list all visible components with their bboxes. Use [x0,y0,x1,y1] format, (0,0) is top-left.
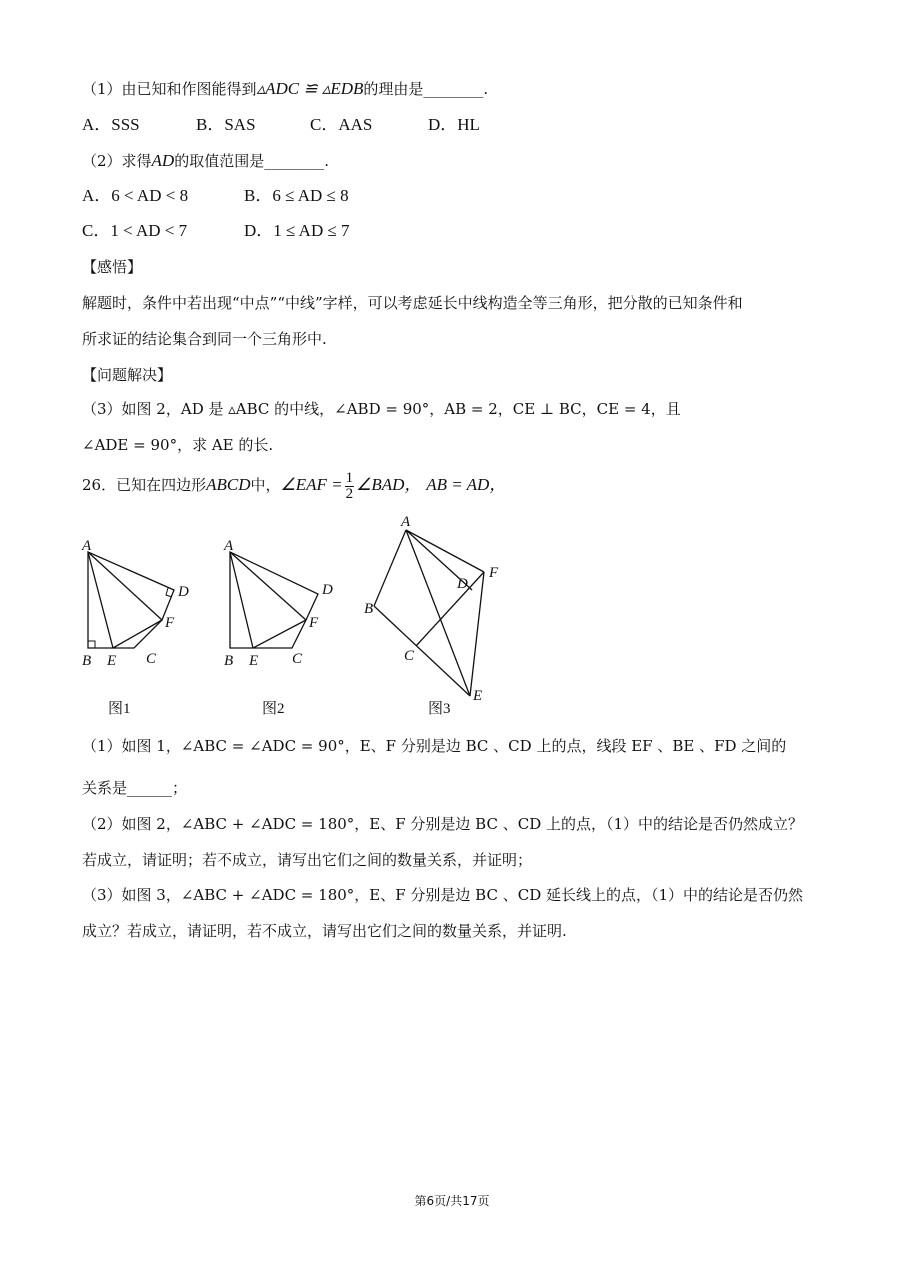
half-fraction [345,471,355,502]
figure-2 [230,552,318,648]
label-b: B [364,601,374,617]
label-d: D [322,582,333,598]
figure-3-segment-fe [470,572,484,696]
sub1-line2: 关系是______； [82,779,188,797]
label-f: F [489,565,499,581]
sub2-line2: 若成立，请证明；若不成立，请写出它们之间的数量关系，并证明； [82,851,533,869]
label-c: C [292,651,303,667]
label-e: E [107,653,117,669]
part1-prefix: （1）由已知和作图能得到 [82,80,257,98]
sub3-line1: （3）如图 3，∠ABC + ∠ADC = 180°，E、F 分别是边 BC 、CD 延长线上的点，（1）中的结论是否仍然 [82,886,804,904]
part2-prefix: （2）求得 [82,152,152,170]
angle-rhs: ∠BAD， [356,475,422,494]
fraction-numerator: 1 [345,469,354,486]
stem-tail: AB = AD， [426,475,507,494]
part1-suffix: 的理由是________. [363,80,489,98]
figure-3-caption: 图3 [428,701,451,717]
figure-1-segment-af [88,552,162,620]
stem-prefix: 26．已知在四边形 [82,476,207,494]
insight-line1: 解题时，条件中若出现“中点”“中线”字样，可以考虑延长中线构造全等三角形，把分散的已知条件和 [82,294,743,312]
option-d: D．HL [428,115,480,134]
geometry-figures [0,510,904,710]
figure-3-segment-ab [374,530,406,606]
label-e: E [249,653,259,669]
sub1-line1: （1）如图 1，∠ABC = ∠ADC = 90°，E、F 分别是边 BC 、CD 上的点，线段 EF 、BE 、FD 之间的 [82,737,787,755]
label-a: A [82,538,92,554]
figure-1-segment-ae [88,552,113,648]
figure-2-quadrilateral [230,552,318,648]
angle-lhs: ∠EAF = [280,475,343,494]
part3-line2: ∠ADE = 90°，求 AE 的长. [82,436,274,454]
label-b: B [224,653,234,669]
label-c: C [146,651,157,667]
solve-title: 【问题解决】 [82,366,173,384]
figure-2-segment-ae [230,552,253,648]
stem-mid: 中， [250,476,281,494]
figure-2-labels [223,538,333,669]
figure-2-segment-af [230,552,306,620]
label-a: A [401,514,411,530]
option-c: C．AAS [310,115,373,134]
part2-math: AD [151,151,175,170]
figure-2-segment-ef [253,620,306,648]
option-b: B．6 ≤ AD ≤ 8 [244,186,349,205]
label-d: D [457,576,468,592]
option-c: C．1 < AD < 7 [82,221,188,240]
figure-3 [374,530,484,696]
figure-2-caption: 图2 [262,701,285,717]
label-c: C [404,648,415,664]
figure-1-caption: 图1 [108,701,131,717]
part2-suffix: 的取值范围是________. [174,152,329,170]
figure-1-labels [81,538,189,669]
label-f: F [165,615,175,631]
part3-line1: （3）如图 2，AD 是 ▵ABC 的中线，∠ABD = 90°，AB = 2，CE ⊥ BC，CE = 4，且 [82,400,681,418]
label-d: D [178,584,189,600]
option-a: A．SSS [82,115,140,134]
sub3-line2: 成立？若成立，请证明，若不成立，请写出它们之间的数量关系，并证明. [82,922,567,940]
fraction-denominator: 2 [345,485,354,502]
figure-1 [88,552,174,648]
option-a: A．6 < AD < 8 [82,186,189,205]
option-d: D．1 ≤ AD ≤ 7 [244,221,350,240]
figure-3-labels [364,514,499,704]
insight-title: 【感悟】 [82,258,143,276]
sub2-line1: （2）如图 2，∠ABC + ∠ADC = 180°，E、F 分别是边 BC 、CD 上的点，（1）中的结论是否仍然成立？ [82,815,804,833]
label-a: A [224,538,234,554]
label-f: F [309,615,319,631]
q26-stem [82,468,506,502]
option-b: B．SAS [196,115,256,134]
insight-line2: 所求证的结论集合到同一个三角形中. [82,330,327,348]
q-prev-part2 [82,150,329,172]
q-prev-part1 [82,78,488,100]
figure-1-right-angle-b [88,641,95,648]
figure-3-segment-be [374,606,470,696]
stem-quad-name: ABCD [206,475,251,494]
part1-math: ▵ADC ≌ ▵EDB [256,79,364,98]
label-e: E [473,688,483,704]
page-footer: 第6页/共17页 [414,1194,490,1208]
figure-3-segment-ae [406,530,470,696]
label-b: B [82,653,92,669]
